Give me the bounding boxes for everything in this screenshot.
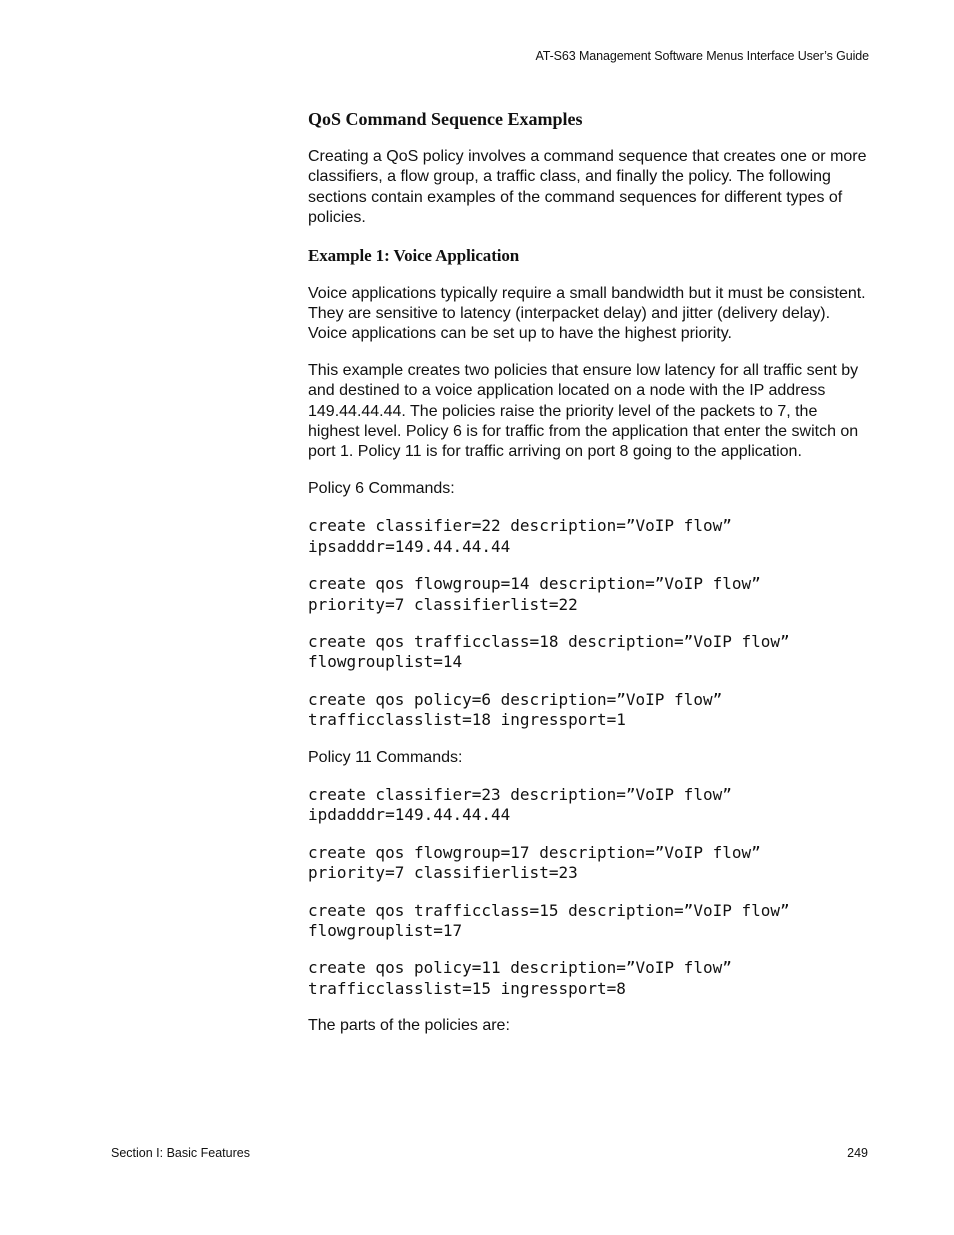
policy-6-trafficclass-command: create qos trafficclass=18 description=”VoIP flow” flowgrouplist=14 [308, 631, 790, 672]
running-header: AT-S63 Management Software Menus Interface User’s Guide [535, 49, 869, 63]
policy-11-trafficclass-command: create qos trafficclass=15 description=”VoIP flow” flowgrouplist=17 [308, 900, 790, 940]
policy-6-flowgroup-command: create qos flowgroup=14 description=”VoIP flow” priority=7 classifierlist=22 [308, 574, 761, 614]
example-heading: Example 1: Voice Application [308, 245, 520, 265]
policy-11-classifier-command: create classifier=23 description=”VoIP flow” ipdadddr=149.44.44.44 [308, 784, 732, 825]
policy-6-classifier-command: create classifier=22 description=”VoIP flow” ipsadddr=149.44.44.44 [308, 516, 732, 556]
policy-11-flowgroup-command: create qos flowgroup=17 description=”VoIP flow” priority=7 classifierlist=23 [308, 842, 761, 883]
intro-paragraph: Creating a QoS policy involves a command sequence that creates one or more classifiers, a flow group, a traffic class, and finally the policy. The following sections contain examples of the command sequences for different types of policies. [308, 148, 867, 227]
page-content [308, 108, 873, 1053]
footer-section-label: Section I: Basic Features [111, 1146, 250, 1160]
closing-paragraph: The parts of the policies are: [308, 1017, 510, 1035]
footer-page-number: 249 [847, 1146, 868, 1160]
policy-11-policy-command: create qos policy=11 description=”VoIP flow” trafficclasslist=15 ingressport=8 [308, 958, 732, 998]
section-heading: QoS Command Sequence Examples [308, 109, 583, 129]
policy-6-policy-command: create qos policy=6 description=”VoIP flow” trafficclasslist=18 ingressport=1 [308, 689, 723, 730]
policy-11-label: Policy 11 Commands: [308, 748, 463, 766]
policy-6-label: Policy 6 Commands: [308, 479, 455, 497]
example-description-paragraph: This example creates two policies that ensure low latency for all traffic sent by and destined to a voice application located on a node with the IP address 149.44.44.44. The policies raise the priority level of the packets to 7, the highest level. Policy 6 is for traffic from the application that enter the switch on port 1. Policy 11 is for traffic arriving on port 8 going to the application. [308, 361, 859, 461]
voice-description-paragraph: Voice applications typically require a small bandwidth but it must be consistent. They are sensitive to latency (interpacket delay) and jitter (delivery delay). Voice applications can be set up to have the highest priority. [308, 284, 866, 343]
